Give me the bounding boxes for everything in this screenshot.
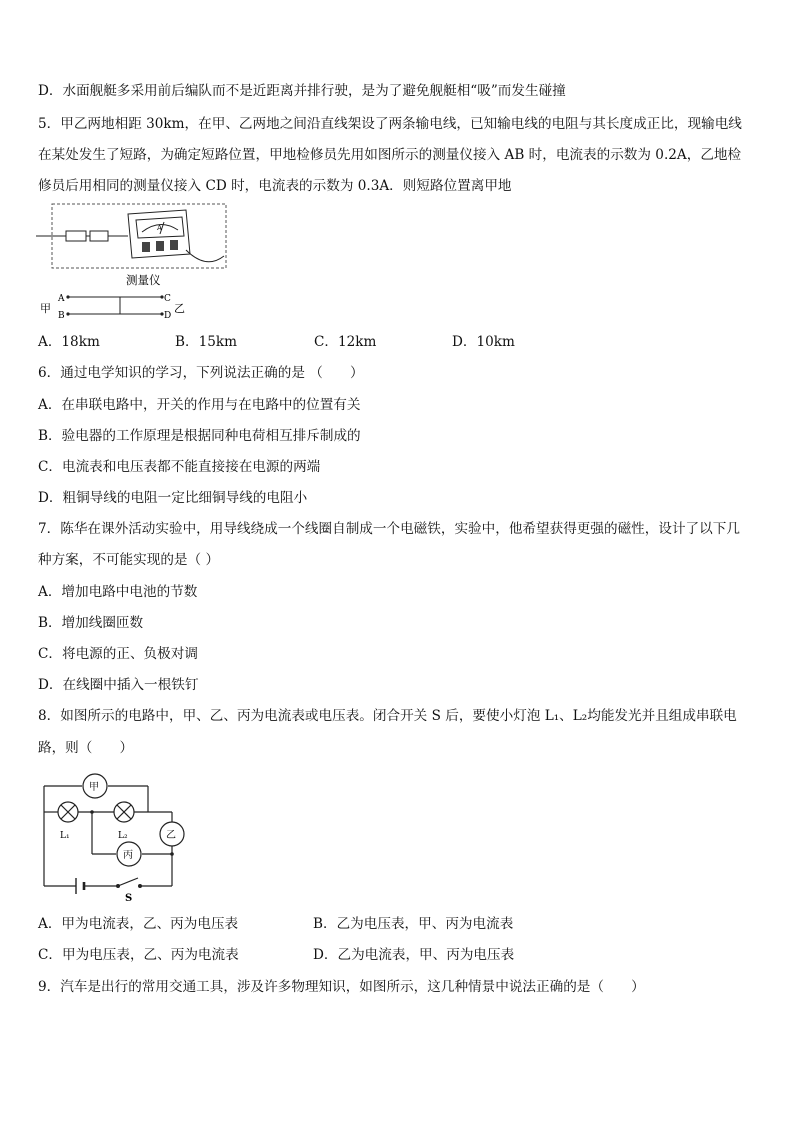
q5-figure-left-label: 甲 [40, 302, 51, 315]
q8-lamp-l1-label: L₁ [60, 831, 70, 841]
q5-figure-label-a: A [58, 294, 65, 304]
q8-meter-yi: 乙 [166, 830, 176, 841]
q7-option-d: D．在线圈中插入一根铁钉 [38, 677, 199, 693]
q5-measuring-device-figure [36, 200, 236, 326]
q8-meter-bing: 丙 [123, 850, 133, 861]
q6-option-a: A．在串联电路中，开关的作用与在电路中的位置有关 [38, 397, 361, 413]
q5-option-b: B．15km [175, 334, 238, 350]
svg-text:A: A [157, 224, 163, 232]
q8-switch-label: S [125, 893, 133, 904]
q5-figure-label-c: C [164, 294, 171, 304]
q5-option-c: C．12km [314, 334, 377, 350]
q7-option-a: A．增加电路中电池的节数 [38, 584, 198, 600]
q5-stem-line3: 修员后用相同的测量仪接入 CD 时，电流表的示数为 0.3A．则短路位置离甲地 [38, 178, 512, 194]
q8-meter-jia: 甲 [89, 782, 99, 793]
q5-option-a: A．18km [38, 334, 100, 350]
q7-option-b: B．增加线圈匝数 [38, 615, 144, 631]
q6-option-b: B．验电器的工作原理是根据同种电荷相互排斥制成的 [38, 428, 361, 444]
q5-stem-line2: 在某处发生了短路，为确定短路位置，甲地检修员先用如图所示的测量仪接入 AB 时，电流表的示数为 0.2A，乙地检 [38, 147, 742, 163]
q8-circuit-figure [36, 766, 196, 904]
q5-figure-label-b: B [58, 311, 65, 321]
q5-figure-caption: 测量仪 [126, 273, 161, 287]
q7-stem-line1: 7．陈华在课外活动实验中，用导线绕成一个线圈自制成一个电磁铁，实验中，他希望获得更强的磁性，设计了以下几 [38, 521, 740, 537]
q5-stem-line1: 5．甲乙两地相距 30km，在甲、乙两地之间沿直线架设了两条输电线，已知输电线的电阻与其长度成正比，现输电线 [38, 116, 742, 132]
q5-figure-label-d: D [164, 311, 172, 321]
q7-option-c: C．将电源的正、负极对调 [38, 646, 198, 662]
q8-stem-line1: 8．如图所示的电路中，甲、乙、丙为电流表或电压表。闭合开关 S 后，要使小灯泡 L₁、L₂均能发光并且组成串联电 [38, 708, 737, 724]
q9-stem: 9．汽车是出行的常用交通工具，涉及许多物理知识，如图所示，这几种情景中说法正确的是（ ） [38, 979, 645, 995]
q5-figure-right-label: 乙 [174, 302, 185, 315]
q6-option-d: D．粗铜导线的电阻一定比细铜导线的电阻小 [38, 490, 308, 506]
q8-stem-line2: 路，则（ ） [38, 740, 134, 756]
q8-option-d: D．乙为电流表，甲、丙为电压表 [313, 947, 515, 963]
q4-option-d: D．水面舰艇多采用前后编队而不是近距离并排行驶，是为了避免舰艇相“吸”而发生碰撞 [38, 83, 566, 99]
q8-option-a: A．甲为电流表，乙、丙为电压表 [38, 916, 239, 932]
q6-stem: 6．通过电学知识的学习，下列说法正确的是 （ ） [38, 365, 364, 381]
q5-option-d: D．10km [452, 334, 515, 350]
q8-option-c: C．甲为电压表，乙、丙为电流表 [38, 947, 239, 963]
q7-stem-line2: 种方案，不可能实现的是（ ） [38, 552, 220, 568]
q8-option-b: B．乙为电压表，甲、丙为电流表 [313, 916, 514, 932]
q8-lamp-l2-label: L₂ [118, 831, 128, 841]
q6-option-c: C．电流表和电压表都不能直接接在电源的两端 [38, 459, 321, 475]
